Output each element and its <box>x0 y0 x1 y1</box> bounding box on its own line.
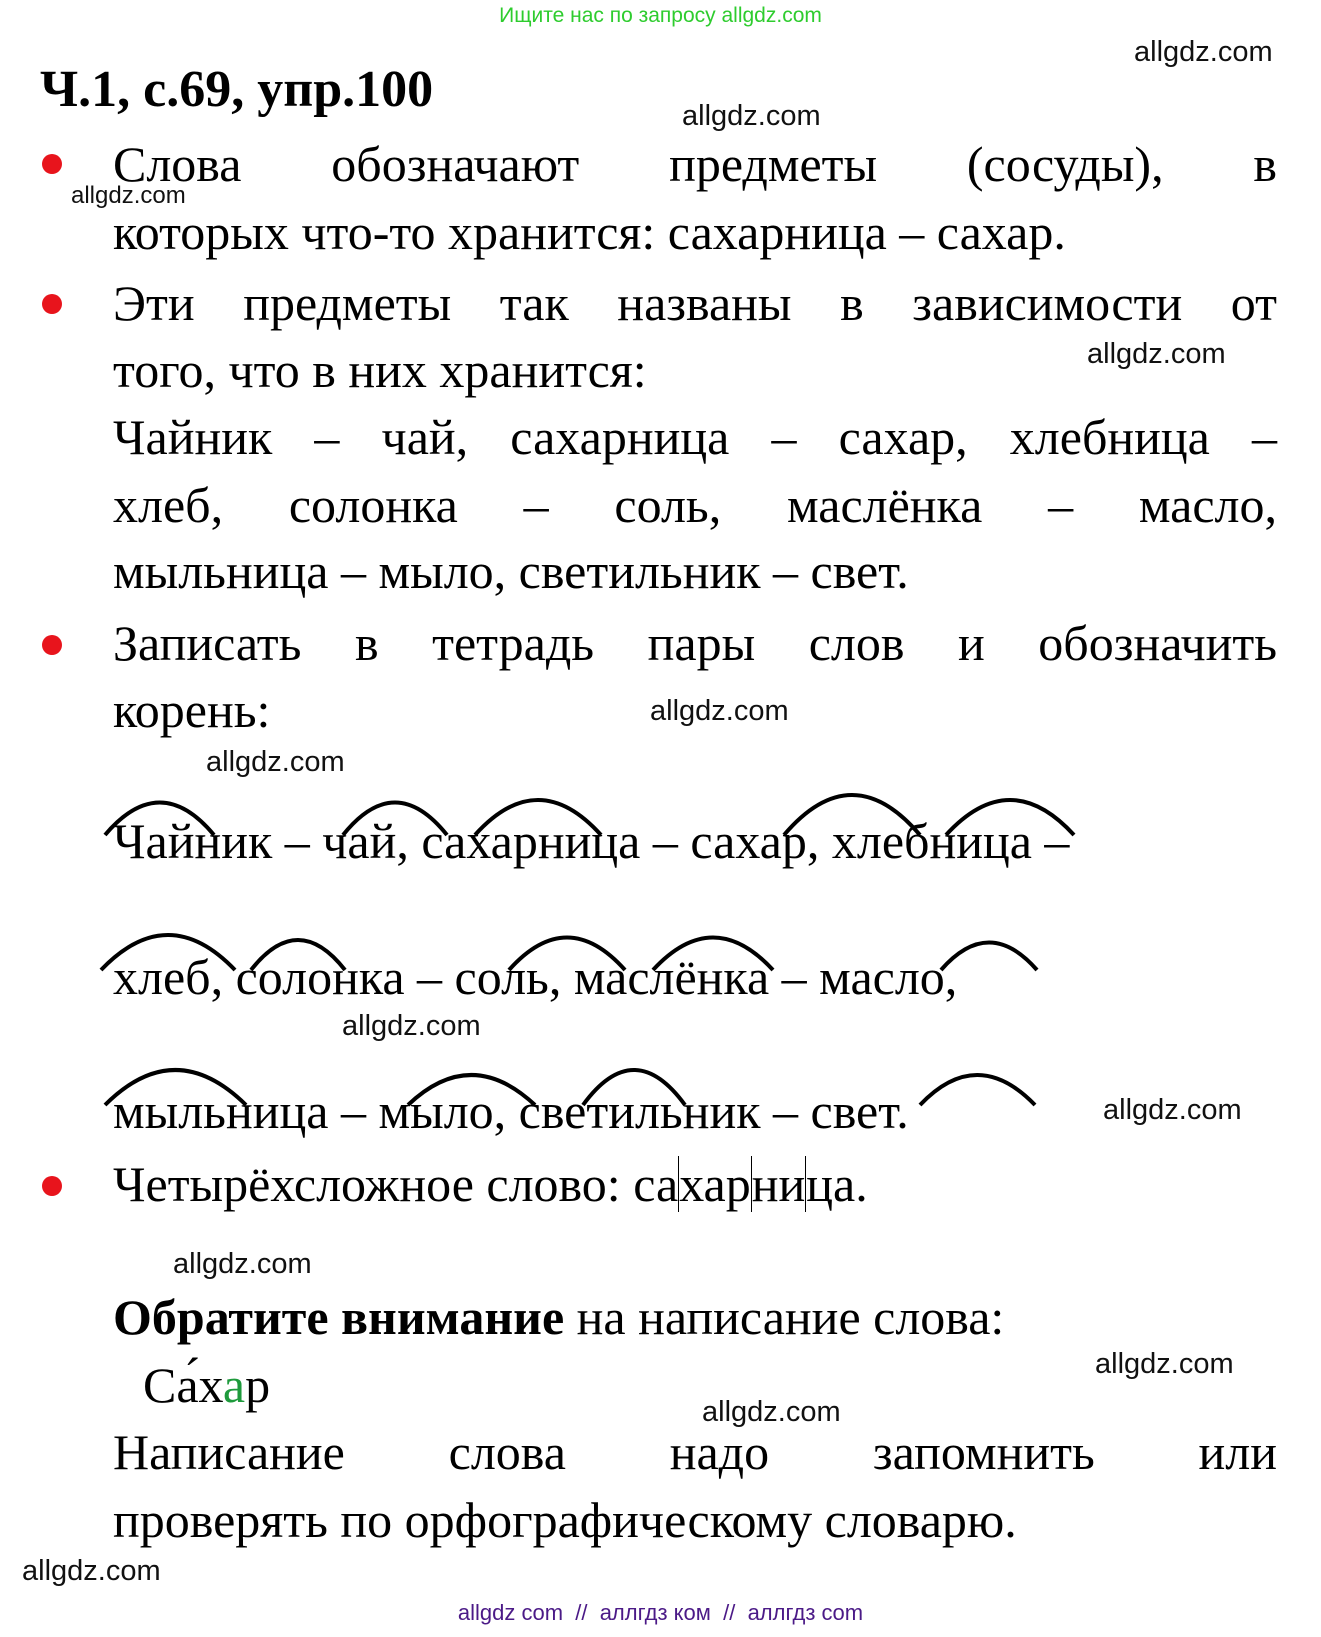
syllable-prefix: Четырёхсложное слово: <box>113 1156 634 1212</box>
root-row: хлеб, солонка – соль, маслёнка – масло, <box>113 949 958 1005</box>
watermark: allgdz.com <box>1087 338 1226 370</box>
syllable-suffix: . <box>855 1156 868 1212</box>
syllable: ни <box>751 1156 806 1212</box>
root-arc <box>941 943 1037 971</box>
watermark: allgdz.com <box>650 695 789 727</box>
text-line: которых что-то хранится: сахарница – сахар. <box>113 204 1066 260</box>
root-arc <box>105 1070 246 1105</box>
watermark: allgdz.com <box>71 182 186 209</box>
root-arc <box>583 1070 685 1105</box>
root-arc <box>475 800 601 835</box>
root-arc <box>408 1075 535 1105</box>
text-line: Эти предметы так названы в зависимости от <box>113 275 1277 331</box>
text-line: Чайник – чай, сахарница – сахар, хлебница – <box>113 409 1277 465</box>
watermark: allgdz.com <box>173 1248 312 1280</box>
root-arc <box>343 803 447 836</box>
text-line: Написание слова надо запомнить или <box>113 1424 1277 1480</box>
root-arc <box>251 940 345 970</box>
root-arc <box>653 938 773 971</box>
footer[interactable]: allgdz com // аллгдз ком // аллгдз com <box>457 1600 864 1625</box>
watermark: allgdz.com <box>1134 36 1273 68</box>
syllable-line <box>113 1154 1277 1214</box>
root-row: мыльница – мыло, светильник – свет. <box>113 1083 909 1139</box>
note-heading <box>113 1287 1277 1347</box>
word-part: Са́х <box>143 1357 223 1413</box>
root-row: Чайник – чай, сахарница – сахар, хлебница – <box>113 813 1070 869</box>
watermark: allgdz.com <box>206 746 345 778</box>
syllable: хар <box>679 1156 751 1212</box>
watermark: allgdz.com <box>22 1555 161 1587</box>
watermark: allgdz.com <box>342 1010 481 1042</box>
page-title: Ч.1, с.69, упр.100 <box>40 61 434 118</box>
bullet-icon <box>42 1176 62 1196</box>
watermark: allgdz.com <box>702 1396 841 1428</box>
root-arc <box>509 938 625 971</box>
root-arc <box>101 935 235 970</box>
root-arc <box>784 795 920 835</box>
watermark: allgdz.com <box>682 100 821 132</box>
text-line: того, что в них хранится: <box>113 342 647 398</box>
text-line: хлеб, солонка – соль, маслёнка – масло, <box>113 477 1277 533</box>
note-bold: Обратите внимание <box>113 1289 565 1345</box>
text-line: мыльница – мыло, светильник – свет. <box>113 543 909 599</box>
word-vowel: а <box>222 1357 246 1413</box>
root-arc <box>105 803 214 836</box>
root-arc <box>946 800 1074 835</box>
root-arc <box>920 1075 1035 1105</box>
top-note[interactable]: Ищите нас по запросу allgdz.com <box>499 4 822 27</box>
watermark: allgdz.com <box>1103 1094 1242 1126</box>
word-part: р <box>245 1357 271 1413</box>
text-line: Слова обозначают предметы (сосуды), в <box>113 136 1277 192</box>
text-line: Записать в тетрадь пары слов и обозначить <box>113 615 1277 671</box>
note-rest: на написание слова: <box>564 1289 1005 1345</box>
syllable: са <box>633 1156 679 1212</box>
text-line: проверять по орфографическому словарю. <box>113 1492 1017 1548</box>
text-line: корень: <box>113 682 271 738</box>
note-word <box>143 1355 1307 1415</box>
watermark: allgdz.com <box>1095 1348 1234 1380</box>
syllable: ца <box>806 1156 856 1212</box>
